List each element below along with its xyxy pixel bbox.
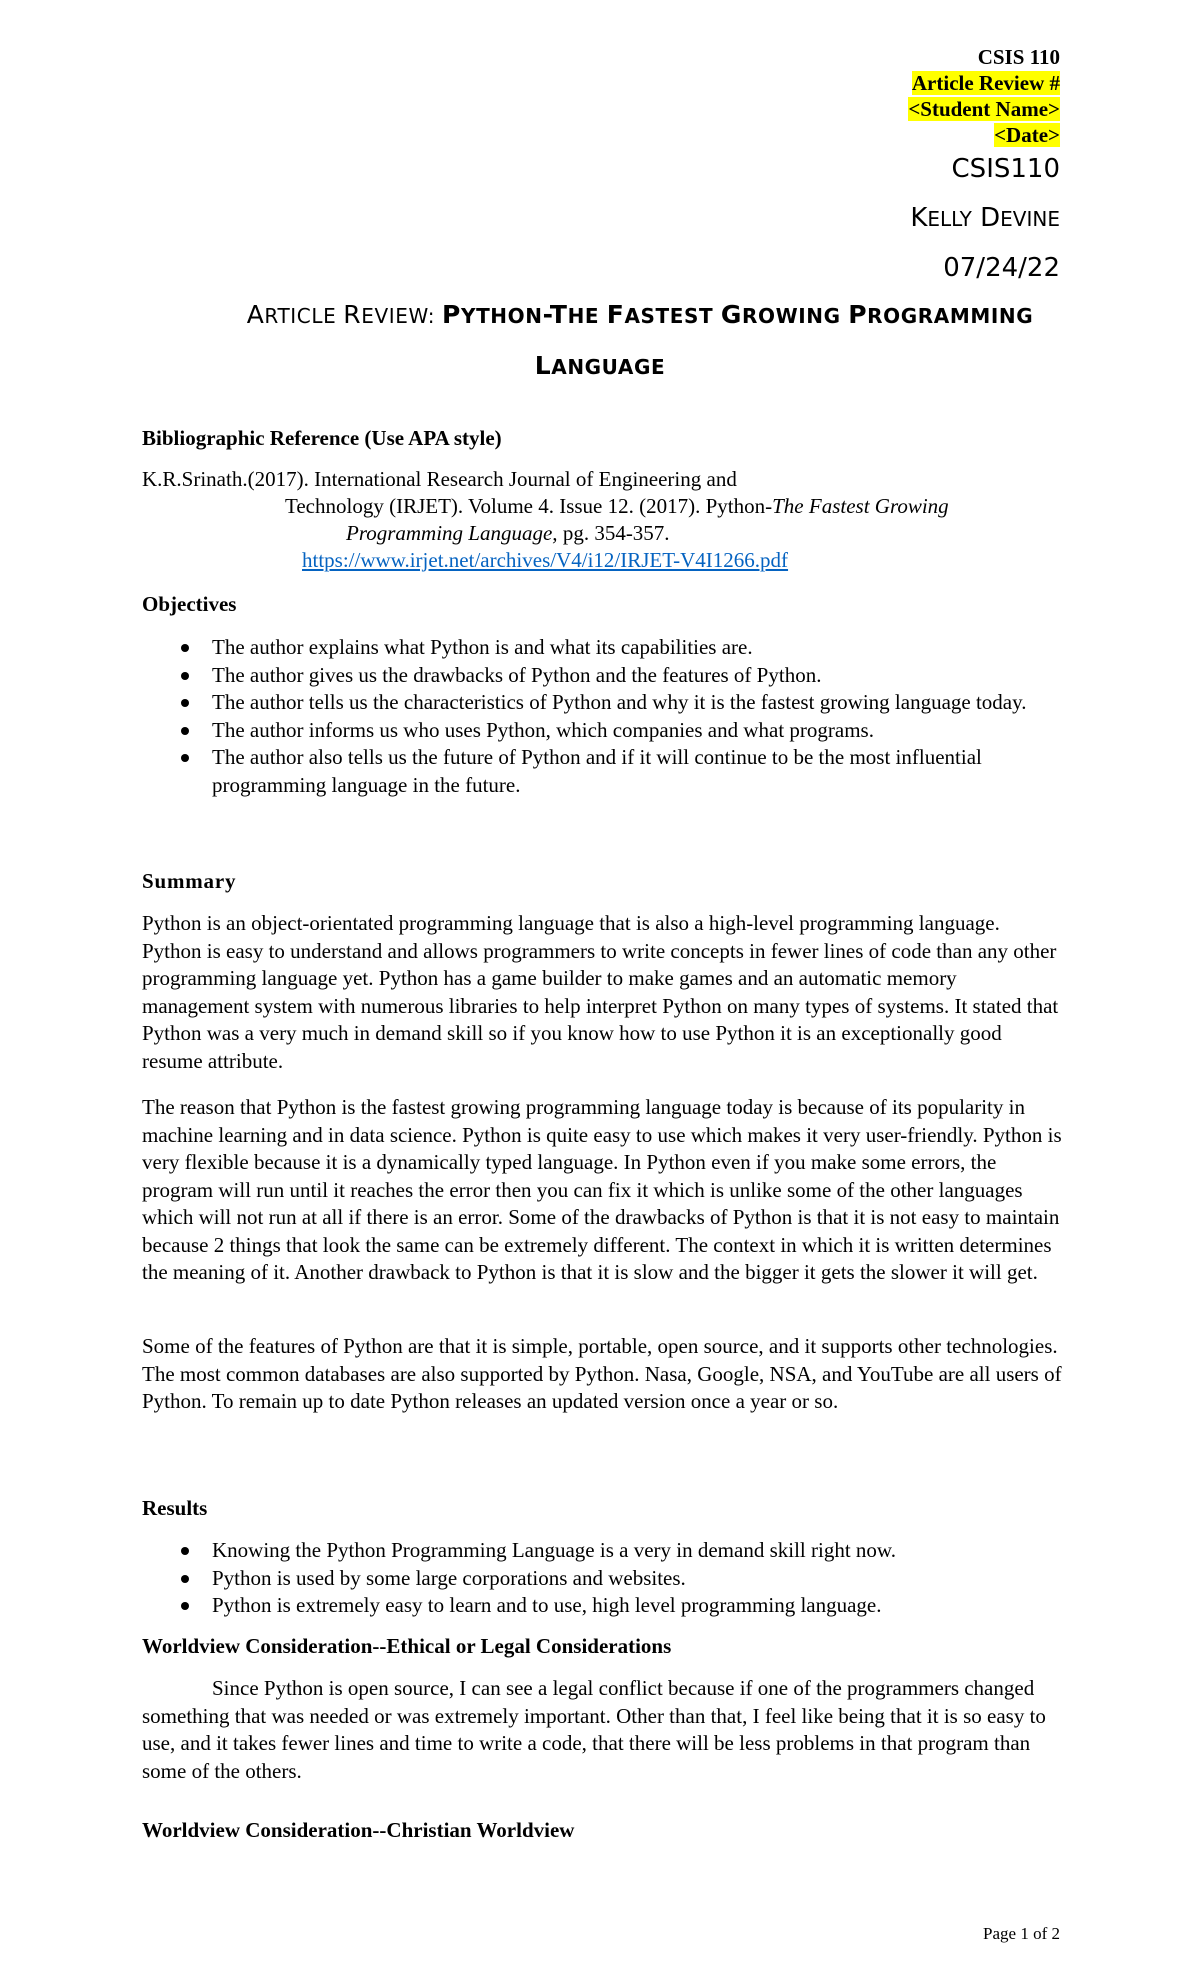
header-review-number: Article Review # bbox=[911, 71, 1060, 95]
header-date: <Date> bbox=[994, 123, 1060, 147]
page-number: Page 1 of 2 bbox=[983, 1924, 1060, 1943]
header-course: CSIS 110 bbox=[977, 45, 1060, 69]
summary-paragraph-3: Some of the features of Python are that it is simple, portable, open source, and it supports other technologies. The most common databases are also supported by Python. Nasa, Google, NSA, and YouTube are all users of Python. To remain up to date Python releases an updated version once a year or so. bbox=[142, 1334, 1062, 1413]
meta-author: KELLY DEVINE bbox=[910, 203, 1060, 233]
reference-line-1: K.R.Srinath.(2017). International Research Journal of Engineering and bbox=[142, 467, 737, 491]
list-item: Knowing the Python Programming Language is a very in demand skill right now. bbox=[142, 1537, 1042, 1565]
results-list bbox=[142, 1537, 1042, 1620]
bullet-icon bbox=[181, 1602, 189, 1610]
results-heading: Results bbox=[142, 1496, 208, 1520]
header-student-name: <Student Name> bbox=[908, 97, 1060, 121]
page-title: ARTICLE REVIEW: PYTHON-THE FASTEST GROWING PROGRAMMING LANGUAGE bbox=[246, 300, 1034, 380]
list-item: The author informs us who uses Python, which companies and what programs. bbox=[142, 717, 1042, 745]
summary-paragraph-2: The reason that Python is the fastest growing programming language today is because of its popularity in machine learning and in data science. Python is quite easy to use which makes it very user-friendly. Python is very flexible because it is a dynamically typed language. In Python even if you make some errors, the program will run until it reaches the error then you can fix it which is unlike some of the other languages which will not run at all if there is an error. Some of the drawbacks of Python is that it is not easy to maintain because 2 things that look the same can be extremely different. The context in which it is written determines the meaning of it. Another drawback to Python is that it is slow and the bigger it gets the slower it will get. bbox=[142, 1095, 1062, 1284]
ethical-heading: Worldview Consideration--Ethical or Legal Considerations bbox=[142, 1634, 672, 1658]
list-item: The author tells us the characteristics of Python and why it is the fastest growing language today. bbox=[142, 689, 1042, 717]
bullet-icon bbox=[181, 699, 189, 707]
bullet-icon bbox=[181, 672, 189, 680]
reference-url-link[interactable]: https://www.irjet.net/archives/V4/i12/IRJET-V4I1266.pdf bbox=[302, 548, 789, 572]
summary-heading: Summary bbox=[142, 869, 237, 893]
christian-heading: Worldview Consideration--Christian Worldview bbox=[142, 1818, 575, 1842]
meta-date: 07/24/22 bbox=[943, 253, 1060, 283]
ethical-paragraph: Since Python is open source, I can see a legal conflict because if one of the programmers changed something that was needed or was extremely important. Other than that, I feel like being that it is so easy to use, and it takes fewer lines and time to write a code, that there will be less problems in that program than some of the others. bbox=[142, 1676, 1046, 1783]
meta-course: CSIS110 bbox=[951, 154, 1060, 184]
objectives-list bbox=[142, 634, 1042, 799]
list-item: Python is extremely easy to learn and to use, high level programming language. bbox=[142, 1592, 1042, 1620]
bullet-icon bbox=[181, 644, 189, 652]
objectives-heading: Objectives bbox=[142, 592, 237, 616]
reference-line-3: Programming Language, pg. 354-357. bbox=[346, 521, 670, 545]
list-item: The author gives us the drawbacks of Python and the features of Python. bbox=[142, 662, 1042, 690]
bullet-icon bbox=[181, 1547, 189, 1555]
bibliography-heading: Bibliographic Reference (Use APA style) bbox=[142, 426, 502, 450]
reference-line-2: Technology (IRJET). Volume 4. Issue 12. (2017). Python-The Fastest Growing bbox=[285, 494, 949, 518]
header-block bbox=[908, 44, 1060, 148]
bullet-icon bbox=[181, 754, 189, 762]
list-item: The author explains what Python is and what its capabilities are. bbox=[142, 634, 1042, 662]
bullet-icon bbox=[181, 727, 189, 735]
list-item: The author also tells us the future of Python and if it will continue to be the most influential programming language in the future. bbox=[142, 744, 1042, 799]
bullet-icon bbox=[181, 1575, 189, 1583]
summary-paragraph-1: Python is an object-orientated programming language that is also a high-level programming language. Python is easy to understand and allows programmers to write concepts in fewer lines of code than any other programming language yet. Python has a game builder to make games and an automatic memory management system with numerous libraries to help interpret Python on many types of systems. It stated that Python was a very much in demand skill so if you know how to use Python it is an exceptionally good resume attribute. bbox=[142, 911, 1059, 1073]
list-item: Python is used by some large corporations and websites. bbox=[142, 1565, 1042, 1593]
